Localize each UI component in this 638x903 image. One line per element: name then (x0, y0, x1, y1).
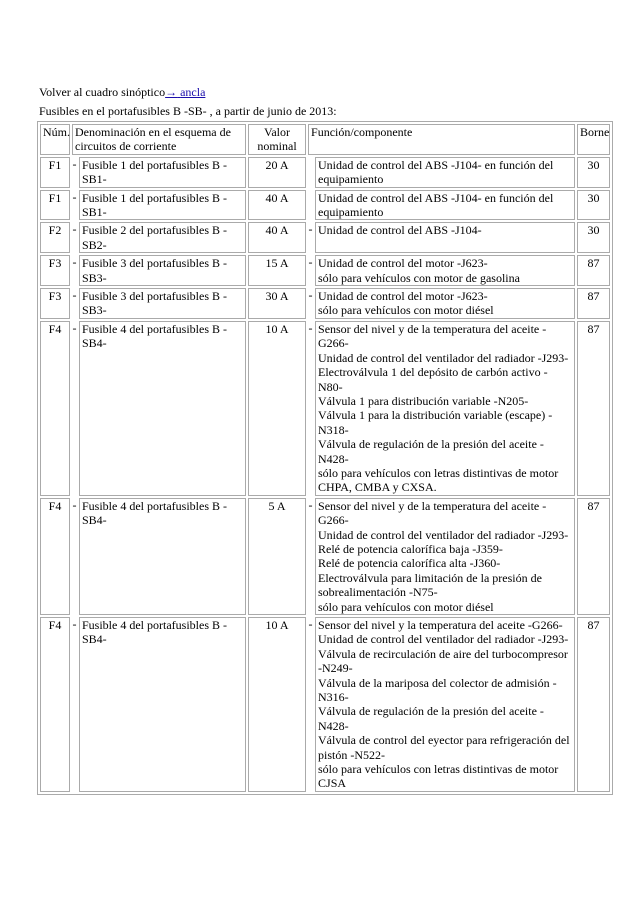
fuse-borne: 87 (577, 288, 610, 319)
funcion-line: sólo para vehículos con motor diésel (318, 303, 494, 318)
funcion-line: sólo para vehículos con motor de gasolina (318, 270, 520, 285)
fuse-number: F1 (40, 157, 70, 188)
fuse-denominacion: Fusible 4 del portafusibles B -SB4- (79, 321, 246, 496)
table-row (40, 190, 610, 221)
fuse-denominacion: Fusible 1 del portafusibles B -SB1- (79, 190, 246, 221)
fuse-denominacion: Fusible 4 del portafusibles B -SB4- (79, 498, 246, 615)
back-nav (39, 85, 205, 99)
fuse-borne: 87 (577, 255, 610, 286)
fuse-table (37, 121, 613, 795)
fuse-borne: 30 (577, 222, 610, 253)
funcion-line: Válvula de la mariposa del colector de admisión -N316- (318, 675, 557, 705)
fuse-number: F4 (40, 498, 70, 615)
table-header-row (40, 124, 610, 155)
separator-dash: - (72, 617, 77, 631)
fuse-funcion (315, 222, 575, 253)
funcion-line: Válvula de recirculación de aire del turbocompresor -N249- (318, 646, 568, 676)
fuse-number: F2 (40, 222, 70, 253)
fuse-valor: 40 A (248, 222, 306, 253)
separator-dash: - (308, 320, 313, 335)
fuse-funcion (315, 321, 575, 496)
fuse-denominacion: Fusible 3 del portafusibles B -SB3- (79, 288, 246, 319)
fuse-number: F3 (40, 255, 70, 286)
table-row (40, 288, 610, 319)
separator-dash: - (72, 255, 77, 270)
fuse-number: F1 (40, 190, 70, 221)
separator-dash: - (308, 497, 313, 512)
funcion-line: Válvula de regulación de la presión del aceite -N428- (318, 704, 544, 733)
fuse-valor: 20 A (248, 157, 306, 188)
funcion-line: Unidad de control del motor -J623- (318, 289, 488, 304)
anchor-link[interactable] (165, 85, 205, 99)
fuse-valor: 30 A (248, 288, 306, 319)
header-funcion: Función/componente (308, 124, 575, 155)
header-num: Núm. (40, 124, 70, 155)
funcion-line: Relé de potencia calorífica alta -J360- (318, 556, 501, 571)
funcion-line: Electroválvula 1 del depósito de carbón activo -N80- (318, 365, 548, 394)
separator-dash: - (72, 497, 77, 512)
funcion-line: Sensor del nivel y de la temperatura del aceite -G266- (318, 321, 547, 351)
funcion-line: Válvula 1 para la distribución variable (escape) -N318- (318, 408, 553, 437)
separator-dash: - (72, 320, 77, 335)
funcion-line: Sensor del nivel y la temperatura del aceite -G266- (318, 618, 563, 632)
funcion-line: Unidad de control del ABS -J104- (318, 223, 482, 238)
fuse-borne: 30 (577, 157, 610, 188)
separator-dash: - (72, 156, 77, 171)
header-valor: Valor nominal (248, 124, 306, 155)
funcion-line: Unidad de control del motor -J623- (318, 256, 488, 271)
fuse-borne: 87 (577, 617, 610, 792)
fuse-funcion (315, 157, 575, 188)
funcion-line: Válvula de control del eyector para refrigeración del pistón -N522- (318, 733, 570, 762)
separator-dash (308, 190, 313, 221)
fuse-borne: 30 (577, 190, 610, 221)
fuse-funcion (315, 255, 575, 286)
fuse-valor: 10 A (248, 617, 306, 792)
fuse-number: F3 (40, 288, 70, 319)
fuse-denominacion: Fusible 2 del portafusibles B -SB2- (79, 222, 246, 253)
funcion-line: Válvula de regulación de la presión del aceite -N428- (318, 437, 544, 466)
separator-dash: - (72, 288, 77, 303)
table-row (40, 617, 610, 792)
fuse-funcion (315, 498, 575, 615)
fuse-denominacion: Fusible 1 del portafusibles B -SB1- (79, 157, 246, 188)
table-body (40, 157, 610, 792)
fuse-borne: 87 (577, 321, 610, 496)
separator-dash: - (308, 617, 313, 631)
funcion-line: Unidad de control del ventilador del radiador -J293- (318, 632, 569, 647)
funcion-line: Unidad de control del ventilador del radiador -J293- (318, 350, 569, 365)
separator-dash: - (308, 222, 313, 237)
arrow-right-icon: → (165, 85, 178, 99)
funcion-line: sólo para vehículos con letras distintivas de motor CHPA, CMBA y CXSA. (318, 465, 559, 495)
funcion-line: Válvula 1 para distribución variable -N205- (318, 393, 529, 408)
fuse-borne: 87 (577, 498, 610, 615)
funcion-line: Unidad de control del ABS -J104- en función del equipamiento (318, 190, 554, 220)
table-row (40, 222, 610, 253)
funcion-line: Sensor del nivel y de la temperatura del aceite -G266- (318, 498, 547, 528)
fuse-valor: 5 A (248, 498, 306, 615)
separator-dash (308, 157, 313, 188)
table-row (40, 157, 610, 188)
table-caption: Fusibles en el portafusibles B -SB- , a partir de junio de 2013: (39, 104, 337, 118)
funcion-line: Relé de potencia calorífica baja -J359- (318, 541, 503, 556)
table-row (40, 321, 610, 496)
fuse-number: F4 (40, 321, 70, 496)
funcion-line: sólo para vehículos con letras distintivas de motor CJSA (318, 762, 559, 791)
funcion-line: Unidad de control del ventilador del radiador -J293- (318, 527, 569, 542)
separator-dash: - (72, 222, 77, 237)
back-to-overview-text: Volver al cuadro sinóptico (39, 85, 166, 99)
table-row (40, 255, 610, 286)
fuse-number: F4 (40, 617, 70, 792)
fuse-denominacion: Fusible 3 del portafusibles B -SB3- (79, 255, 246, 286)
separator-dash: - (308, 288, 313, 303)
fuse-funcion (315, 617, 575, 792)
table-row (40, 498, 610, 615)
header-borne: Borne (577, 124, 610, 155)
separator-dash: - (72, 189, 77, 204)
funcion-line: Electroválvula para limitación de la presión de sobrealimentación -N75- (318, 570, 542, 600)
fuse-valor: 15 A (248, 255, 306, 286)
fuse-valor: 10 A (248, 321, 306, 496)
fuse-funcion (315, 190, 575, 221)
fuse-valor: 40 A (248, 190, 306, 221)
separator-dash: - (308, 255, 313, 270)
anchor-link-label: ancla (180, 85, 206, 99)
funcion-line: Unidad de control del ABS -J104- en función del equipamiento (318, 157, 554, 187)
header-denominacion: Denominación en el esquema de circuitos de corriente (72, 124, 246, 155)
fuse-funcion (315, 288, 575, 319)
funcion-line: sólo para vehículos con motor diésel (318, 599, 494, 614)
fuse-denominacion: Fusible 4 del portafusibles B -SB4- (79, 617, 246, 792)
